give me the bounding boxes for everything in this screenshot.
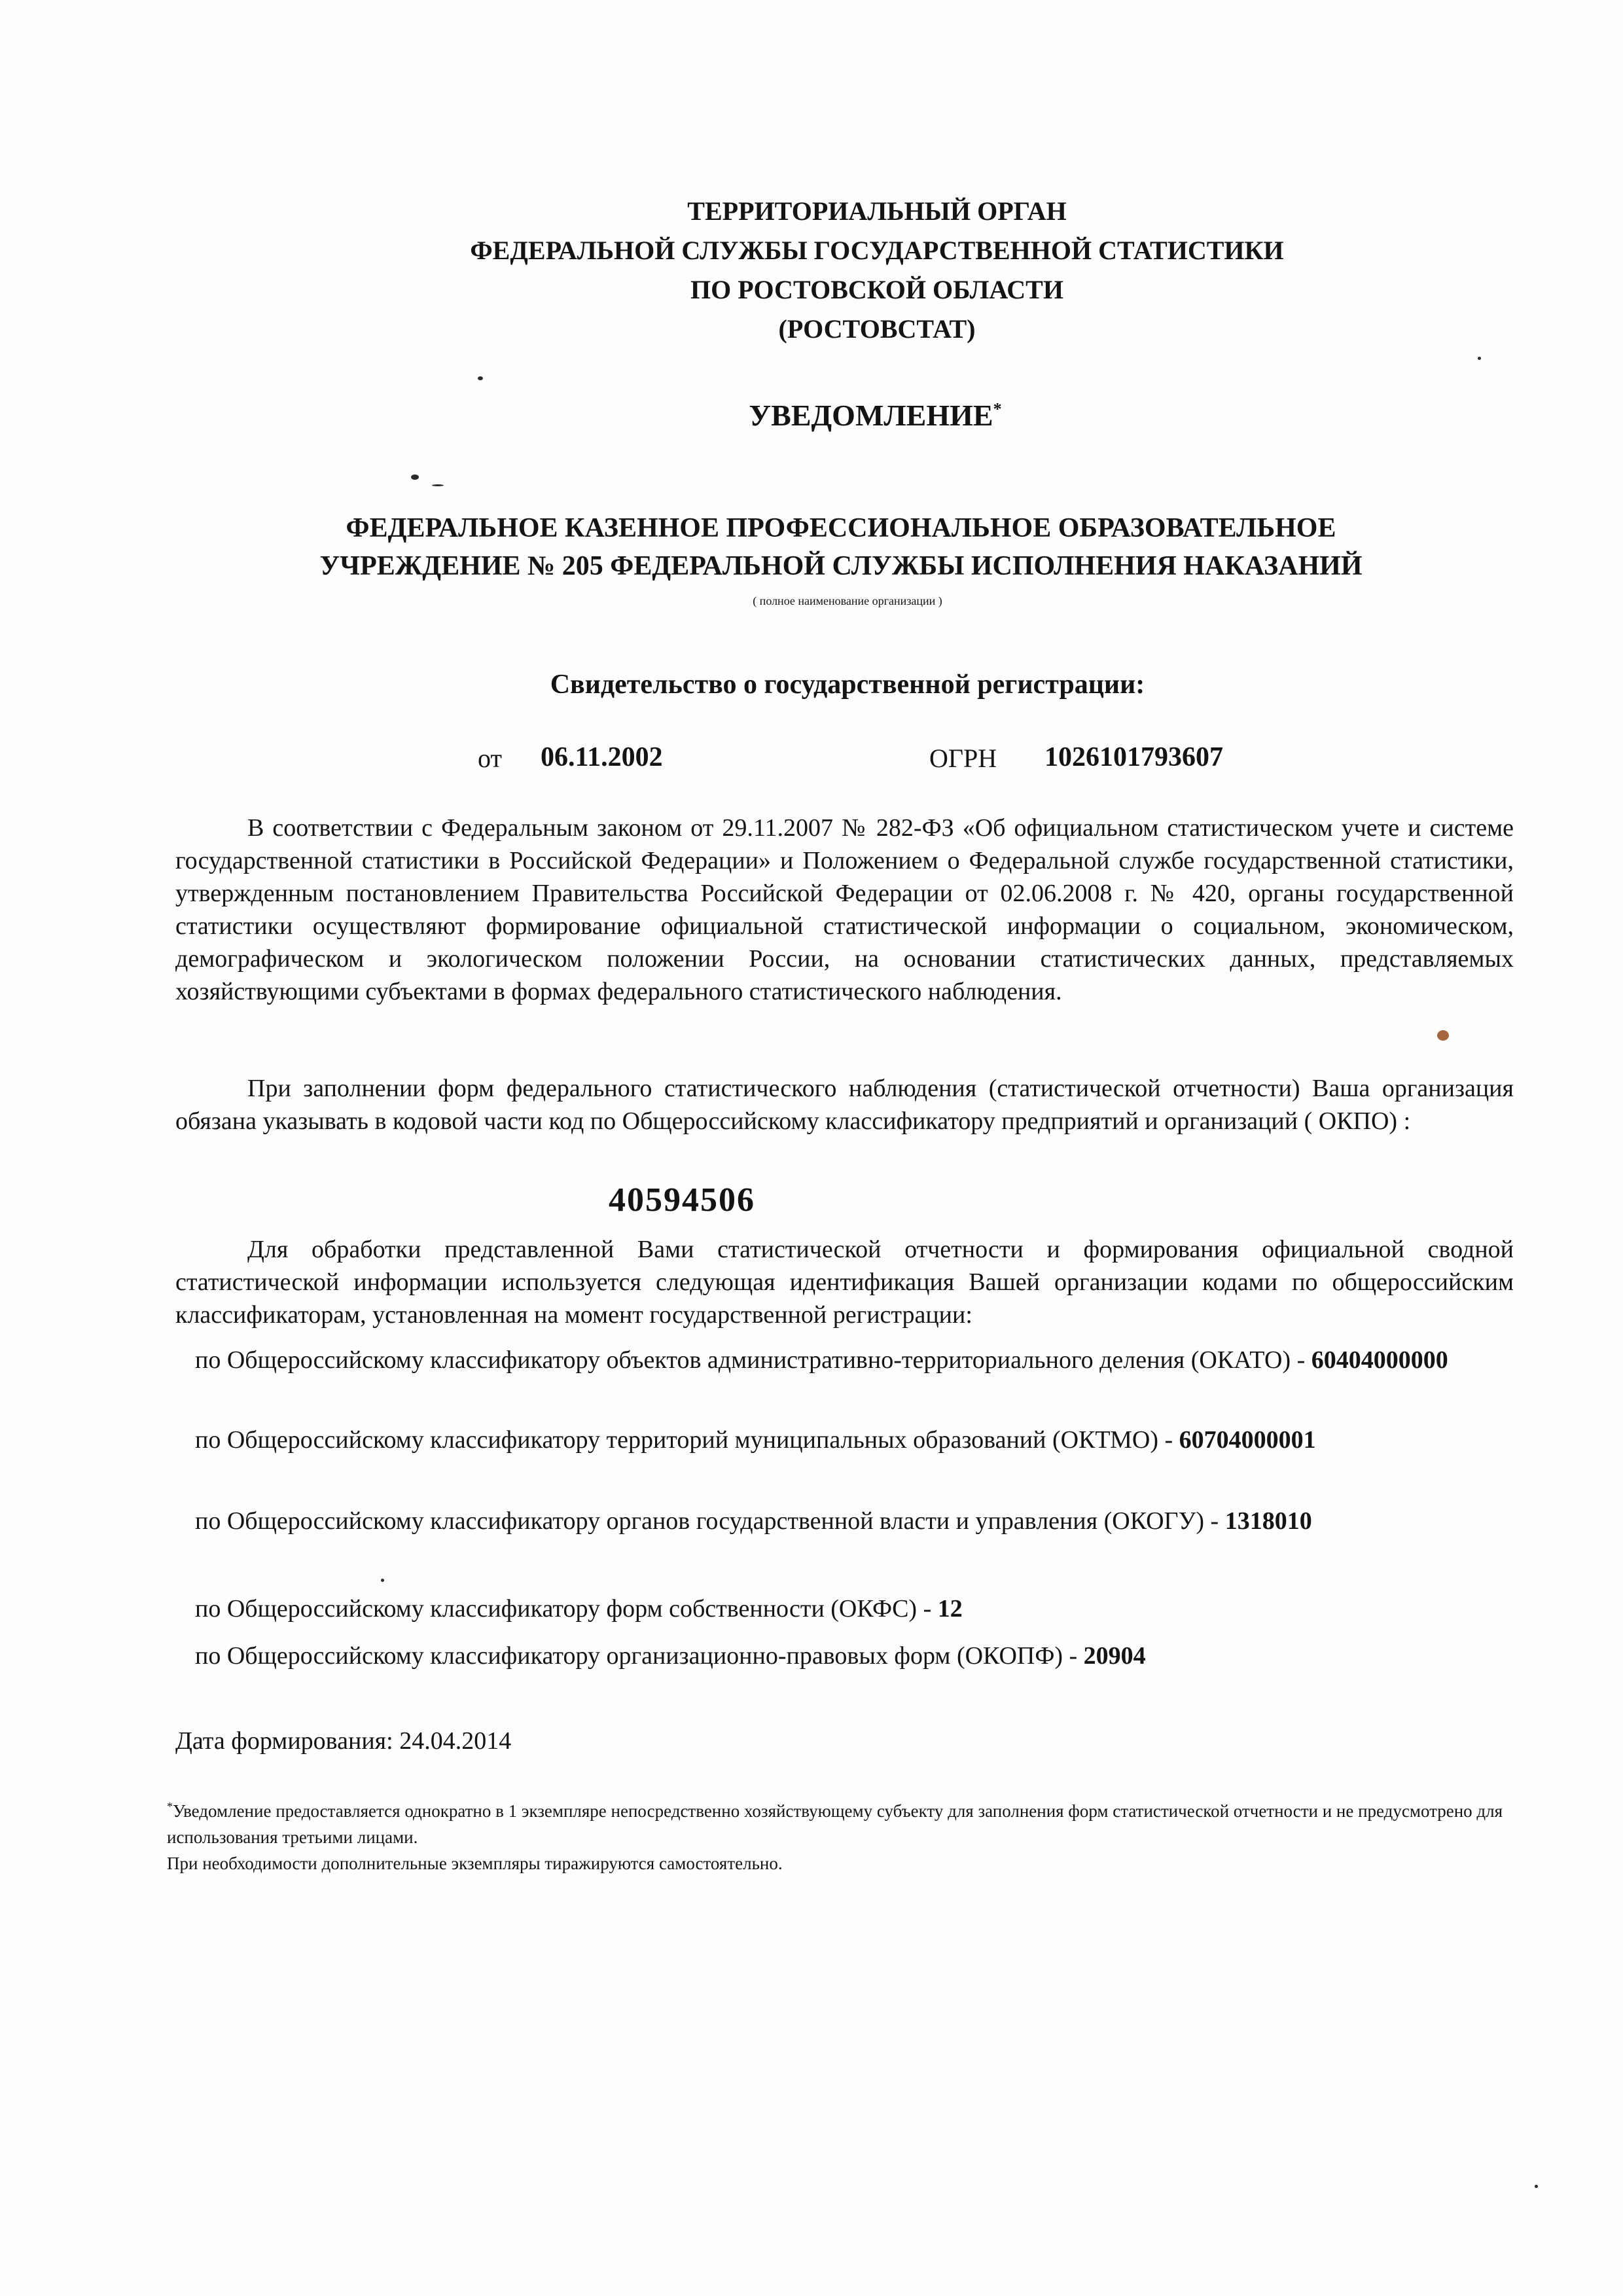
ogrn-label: ОГРН: [929, 744, 997, 773]
classifier-value: 1318010: [1224, 1507, 1312, 1535]
classifier-label: по Общероссийскому классификатору форм собственности (ОКФС) -: [195, 1595, 932, 1623]
certificate-date-label: от: [478, 744, 502, 773]
formation-date-value: 24.04.2014: [399, 1727, 512, 1755]
document-title: [0, 398, 1623, 433]
scan-speck: [1437, 1030, 1449, 1041]
classifier-value: 60404000000: [1311, 1346, 1448, 1374]
classifier-value: 12: [937, 1595, 963, 1623]
paragraph-3-text: Для обработки представленной Вами статистической отчетности и формирования официальной сводной статистической информации используется следующая идентификация Вашей организации кодами по общероссийским классификаторам, установленная на момент государственной регистрации:: [175, 1236, 1514, 1329]
classifier-okato: [175, 1342, 1514, 1378]
classifier-oktmo: [175, 1422, 1514, 1458]
classifier-value: 20904: [1083, 1642, 1146, 1670]
scan-speck: [411, 475, 419, 480]
paragraph-okpo-instruction: [175, 1072, 1514, 1138]
footnote-line-1: Уведомление предоставляется однократно в 1 экземпляре непосредственно хозяйствующему субъекту для заполнения форм статистической отчетности и не предусмотрено для использования третьими лицами.: [167, 1801, 1503, 1847]
classifier-label: по Общероссийскому классификатору организационно-правовых форм (ОКОПФ) -: [195, 1642, 1078, 1670]
organization-line-2: УЧРЕЖДЕНИЕ № 205 ФЕДЕРАЛЬНОЙ СЛУЖБЫ ИСПОЛНЕНИЯ НАКАЗАНИЙ: [319, 551, 1363, 581]
paragraph-legal-basis: [175, 812, 1514, 1008]
header-line-3: ПО РОСТОВСКОЙ ОБЛАСТИ: [690, 275, 1063, 304]
scan-speck: [1535, 2185, 1538, 2188]
footnote: [167, 1793, 1515, 1876]
ogrn-value: 1026101793607: [1044, 742, 1223, 772]
classifier-okfs: [175, 1590, 1514, 1627]
classifier-label: по Общероссийскому классификатору территорий муниципальных образований (ОКТМО) -: [195, 1426, 1173, 1454]
header-block: [0, 192, 1623, 349]
paragraph-2-text: При заполнении форм федерального статистического наблюдения (статистической отчетности) Ваша организация обязана указывать в кодовой части код по Общероссийскому классификатору предприятий и организаций ( ОКПО) :: [175, 1075, 1514, 1135]
formation-date: [175, 1727, 511, 1755]
scan-speck: [381, 1579, 384, 1582]
formation-date-label: Дата формирования:: [175, 1727, 393, 1755]
paragraph-1-text: В соответствии с Федеральным законом от 29.11.2007 № 282-ФЗ «Об официальном статистическом учете и системе государственной статистики в Российской Федерации» и Положением о Федеральной службе государственной статистики, утвержденным постановлением Правительства Российской Федерации от 02.06.2008 г. № 420, органы государственной статистики осуществляют формирование официальной статистической информации о социальном, экономическом, демографическом и экологическом положении России, на основании статистических данных, представляемых хозяйствующими субъектами в формах федерального статистического наблюдения.: [175, 814, 1514, 1005]
classifier-label: по Общероссийскому классификатору объектов административно-территориального деления (ОКАТО) -: [195, 1346, 1306, 1374]
scan-speck: [478, 376, 483, 380]
footnote-line-2: При необходимости дополнительные экземпляры тиражируются самостоятельно.: [167, 1854, 783, 1873]
classifier-okogu: [175, 1503, 1514, 1539]
header-line-1: ТЕРРИТОРИАЛЬНЫЙ ОРГАН: [687, 196, 1067, 226]
header-line-2: ФЕДЕРАЛЬНОЙ СЛУЖБЫ ГОСУДАРСТВЕННОЙ СТАТИСТИКИ: [470, 236, 1284, 265]
organization-name: [0, 509, 1623, 585]
classifier-okopf: [175, 1638, 1514, 1674]
classifier-value: 60704000001: [1179, 1426, 1316, 1454]
certificate-date: 06.11.2002: [541, 742, 663, 772]
certificate-title: Свидетельство о государственной регистрации:: [550, 670, 1145, 700]
classifier-label: по Общероссийскому классификатору органов государственной власти и управления (ОКОГУ) -: [195, 1507, 1219, 1535]
paragraph-classifiers-intro: [175, 1233, 1514, 1331]
organization-caption: ( полное наименование организации ): [753, 594, 942, 607]
document-title-mark: *: [993, 399, 1002, 419]
organization-line-1: ФЕДЕРАЛЬНОЕ КАЗЕННОЕ ПРОФЕССИОНАЛЬНОЕ ОБРАЗОВАТЕЛЬНОЕ: [346, 513, 1336, 543]
footnote-mark: *: [167, 1800, 173, 1813]
document-title-text: УВЕДОМЛЕНИЕ: [749, 399, 993, 432]
scan-speck: [1478, 357, 1481, 360]
header-line-4: (РОСТОВСТАТ): [778, 314, 976, 344]
okpo-code: 40594506: [609, 1181, 755, 1219]
scan-speck: [432, 484, 444, 486]
